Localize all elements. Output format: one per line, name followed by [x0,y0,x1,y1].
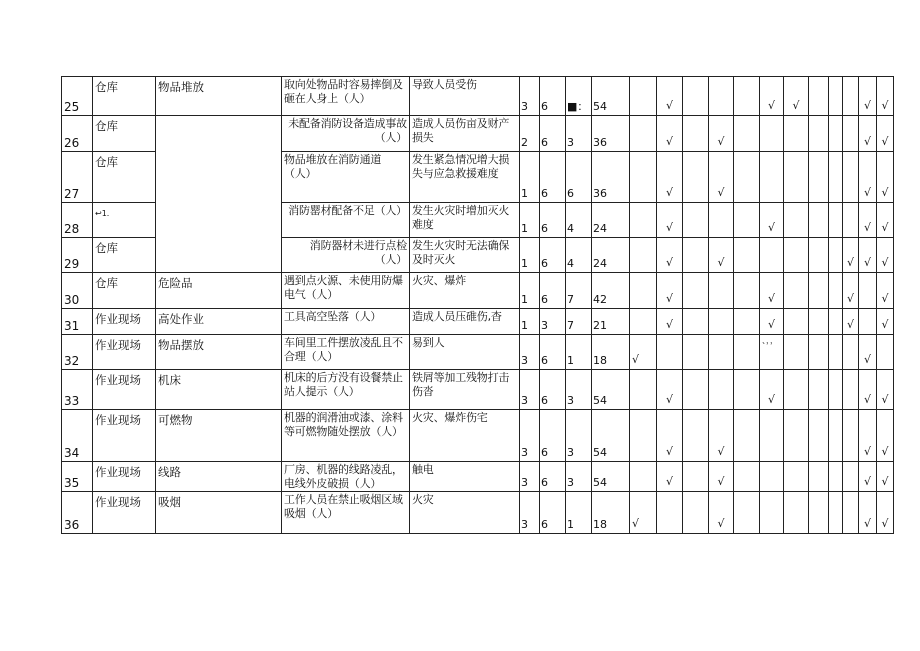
check-cell [829,203,843,238]
score-c-cell: 1 [566,335,592,370]
check-cell [829,492,843,534]
check-cell: √ [760,77,784,116]
row-number: 34 [62,410,93,462]
check-cell [630,273,657,309]
row-number: 33 [62,370,93,410]
check-cell [809,152,829,203]
table-row [62,410,894,462]
check-cell: √ [657,77,683,116]
check-cell [784,152,809,203]
check-cell [784,238,809,273]
check-cell [859,273,877,309]
check-cell [683,238,709,273]
hazard-cell: 遇到点火源、未使用防爆电气（人） [282,273,410,309]
score-d-cell: 36 [592,116,630,152]
score-d-cell: 54 [592,462,630,492]
check-cell [843,335,859,370]
check-cell: √ [877,77,894,116]
check-cell [709,273,734,309]
score-c-cell: 6 [566,152,592,203]
check-cell [784,492,809,534]
consequence-cell: 易到人 [410,335,520,370]
hazard-cell: 取向处物品时容易摔倒及砸在人身上（人） [282,77,410,116]
check-cell: √ [859,335,877,370]
hazard-cell: 未配备消防设备造成事故（人） [282,116,410,152]
check-cell [809,335,829,370]
check-cell [784,203,809,238]
check-cell: √ [657,462,683,492]
score-d-cell: 54 [592,370,630,410]
check-cell: 、，， [760,335,784,370]
location-cell: 作业现场 [93,492,156,534]
check-cell [829,273,843,309]
score-l-cell: 3 [520,370,540,410]
check-cell [843,492,859,534]
score-e-cell: 6 [540,370,566,410]
check-cell [843,203,859,238]
check-cell [843,370,859,410]
location-cell: 仓库 [93,238,156,273]
check-cell: √ [843,273,859,309]
check-cell: √ [843,238,859,273]
location-cell: 仓库 [93,116,156,152]
score-c-cell: 3 [566,116,592,152]
check-cell: √ [630,492,657,534]
check-cell: √ [657,309,683,335]
category-cell: 机床 [156,370,282,410]
consequence-cell: 造成人员伤亩及财产损失 [410,116,520,152]
score-e-cell: 6 [540,492,566,534]
check-cell [630,238,657,273]
check-cell [630,309,657,335]
category-cell: 危险品 [156,273,282,309]
location-cell: 作业现场 [93,370,156,410]
check-cell [683,77,709,116]
row-number: 28 [62,203,93,238]
category-cell: 吸烟 [156,492,282,534]
consequence-cell: 发生紧急情况增大损失与应急救援难度 [410,152,520,203]
check-cell: √ [859,77,877,116]
score-l-cell: 1 [520,152,540,203]
check-cell [709,370,734,410]
check-cell [657,335,683,370]
check-cell [784,370,809,410]
check-cell [683,116,709,152]
check-cell: √ [877,238,894,273]
score-e-cell: 6 [540,152,566,203]
table-row [62,116,894,152]
check-cell [843,116,859,152]
check-cell [683,309,709,335]
consequence-cell: 火灾 [410,492,520,534]
location-cell: 作业现场 [93,335,156,370]
check-cell: √ [709,152,734,203]
score-c-cell: 3 [566,462,592,492]
check-cell [829,335,843,370]
check-cell [734,335,760,370]
score-e-cell: 6 [540,238,566,273]
check-cell: √ [760,273,784,309]
hazard-cell: 厂房、机器的线路凌乱，电线外皮破损（人） [282,462,410,492]
check-cell: √ [784,77,809,116]
score-l-cell: 1 [520,238,540,273]
check-cell: √ [859,410,877,462]
check-cell [734,77,760,116]
check-cell [784,410,809,462]
score-e-cell: 6 [540,462,566,492]
score-c-cell: 1 [566,492,592,534]
score-l-cell: 3 [520,492,540,534]
check-cell [760,152,784,203]
check-cell [843,410,859,462]
check-cell: √ [709,492,734,534]
check-cell: √ [760,370,784,410]
score-c-cell: 7 [566,309,592,335]
check-cell: √ [877,203,894,238]
check-cell: √ [877,309,894,335]
row-number: 30 [62,273,93,309]
location-cell: 仓库 [93,152,156,203]
check-cell [760,238,784,273]
location-cell: ↩1. [93,203,156,238]
check-cell [809,238,829,273]
location-cell: 作业现场 [93,462,156,492]
check-cell [683,152,709,203]
check-cell [683,370,709,410]
check-cell [683,492,709,534]
check-cell: √ [657,152,683,203]
row-number: 36 [62,492,93,534]
hazard-cell: 机床的后方没有设餐禁止站人提示（人） [282,370,410,410]
check-cell: √ [657,410,683,462]
check-cell: √ [859,152,877,203]
check-cell [760,462,784,492]
score-l-cell: 3 [520,410,540,462]
score-e-cell: 6 [540,77,566,116]
hazard-cell: 工具高空坠落（人） [282,309,410,335]
score-l-cell: 1 [520,273,540,309]
category-cell: 物品堆放 [156,77,282,116]
row-number: 29 [62,238,93,273]
table-row [62,273,894,309]
check-cell [683,462,709,492]
check-cell: √ [877,152,894,203]
score-c-cell: ■： [566,77,592,116]
check-cell [809,410,829,462]
check-cell [829,410,843,462]
row-number: 35 [62,462,93,492]
check-cell: √ [760,203,784,238]
category-cell [156,116,282,273]
hazard-cell: 工作人员在禁止吸烟区域吸烟（人） [282,492,410,534]
check-cell [709,309,734,335]
check-cell: √ [657,273,683,309]
check-cell: √ [877,462,894,492]
check-cell: √ [843,309,859,335]
score-c-cell: 3 [566,410,592,462]
hazard-cell: 物品堆放在消防通道（人） [282,152,410,203]
score-c-cell: 7 [566,273,592,309]
score-c-cell: 4 [566,238,592,273]
check-cell [734,462,760,492]
score-d-cell: 54 [592,77,630,116]
score-d-cell: 36 [592,152,630,203]
check-cell: √ [657,238,683,273]
category-cell: 高处作业 [156,309,282,335]
check-cell [877,335,894,370]
table-row [62,335,894,370]
check-cell: √ [709,116,734,152]
check-cell [859,309,877,335]
check-cell [734,370,760,410]
score-d-cell: 18 [592,335,630,370]
check-cell [809,492,829,534]
score-c-cell: 4 [566,203,592,238]
score-e-cell: 3 [540,309,566,335]
check-cell [630,410,657,462]
score-c-cell: 3 [566,370,592,410]
check-cell [734,152,760,203]
score-d-cell: 42 [592,273,630,309]
check-cell [683,203,709,238]
consequence-cell: 发生火灾时增加灭火难度 [410,203,520,238]
check-cell [809,273,829,309]
score-e-cell: 6 [540,116,566,152]
check-cell [630,77,657,116]
category-cell: 物品摆放 [156,335,282,370]
row-number: 32 [62,335,93,370]
check-cell [829,462,843,492]
score-e-cell: 6 [540,410,566,462]
check-cell [734,492,760,534]
check-cell [809,77,829,116]
check-cell [784,116,809,152]
check-cell: √ [877,273,894,309]
check-cell [843,152,859,203]
score-l-cell: 3 [520,335,540,370]
check-cell [760,116,784,152]
score-d-cell: 54 [592,410,630,462]
consequence-cell: 触电 [410,462,520,492]
location-cell: 仓库 [93,77,156,116]
check-cell [734,309,760,335]
hazard-cell: 消防器材未进行点检（人） [282,238,410,273]
check-cell: √ [709,462,734,492]
hazard-cell: 消防罂材配备不足（人） [282,203,410,238]
check-cell [829,370,843,410]
check-cell [784,335,809,370]
check-cell [709,77,734,116]
check-cell [809,116,829,152]
check-cell [829,77,843,116]
score-l-cell: 1 [520,203,540,238]
check-cell [630,462,657,492]
check-cell: √ [760,309,784,335]
check-cell [683,410,709,462]
check-cell [630,203,657,238]
consequence-cell: 火灾、爆炸 [410,273,520,309]
check-cell: √ [877,370,894,410]
score-l-cell: 1 [520,309,540,335]
category-cell: 线路 [156,462,282,492]
check-cell [683,273,709,309]
row-number: 26 [62,116,93,152]
score-d-cell: 24 [592,203,630,238]
check-cell [784,309,809,335]
score-d-cell: 21 [592,309,630,335]
check-cell [734,238,760,273]
check-cell: √ [859,116,877,152]
check-cell: √ [859,492,877,534]
check-cell [829,152,843,203]
risk-table [61,76,894,534]
check-cell [809,462,829,492]
check-cell [734,273,760,309]
consequence-cell: 造成人员压碓伤,杳 [410,309,520,335]
check-cell [809,203,829,238]
score-e-cell: 6 [540,335,566,370]
hazard-cell: 机器的润滑油或漆、涂料等可燃物随处摆放（人） [282,410,410,462]
check-cell: √ [859,462,877,492]
location-cell: 仓库 [93,273,156,309]
hazard-cell: 车间里工件摆放凌乱且不合理（人） [282,335,410,370]
check-cell [734,203,760,238]
check-cell: √ [859,370,877,410]
check-cell [829,116,843,152]
check-cell [630,116,657,152]
check-cell: √ [709,410,734,462]
score-d-cell: 24 [592,238,630,273]
row-number: 31 [62,309,93,335]
check-cell [843,77,859,116]
check-cell [760,410,784,462]
check-cell: √ [877,410,894,462]
location-cell: 作业现场 [93,410,156,462]
table-row [62,77,894,116]
check-cell: √ [859,203,877,238]
check-cell: √ [709,238,734,273]
check-cell: √ [630,335,657,370]
check-cell: √ [877,116,894,152]
score-d-cell: 18 [592,492,630,534]
check-cell: √ [657,203,683,238]
check-cell [809,309,829,335]
check-cell [657,492,683,534]
check-cell: √ [657,116,683,152]
score-e-cell: 6 [540,203,566,238]
check-cell: √ [859,238,877,273]
table-row [62,462,894,492]
check-cell [630,370,657,410]
check-cell [843,462,859,492]
consequence-cell: 火灾、爆炸伤宅 [410,410,520,462]
check-cell: √ [657,370,683,410]
table-row [62,370,894,410]
category-cell: 可燃物 [156,410,282,462]
check-cell [734,116,760,152]
check-cell [734,410,760,462]
table-row [62,492,894,534]
check-cell [760,492,784,534]
check-cell: √ [877,492,894,534]
score-l-cell: 3 [520,462,540,492]
score-e-cell: 6 [540,273,566,309]
score-l-cell: 2 [520,116,540,152]
location-cell: 作业现场 [93,309,156,335]
check-cell [784,462,809,492]
row-number: 27 [62,152,93,203]
check-cell [709,335,734,370]
table-row [62,309,894,335]
consequence-cell: 铁屑等加工残物打击伤沓 [410,370,520,410]
row-number: 25 [62,77,93,116]
consequence-cell: 导致人员受伤 [410,77,520,116]
score-l-cell: 3 [520,77,540,116]
consequence-cell: 发生火灾时无法确保及时灭火 [410,238,520,273]
check-cell [829,238,843,273]
check-cell [683,335,709,370]
check-cell [809,370,829,410]
check-cell [829,309,843,335]
check-cell [630,152,657,203]
check-cell [784,273,809,309]
check-cell [709,203,734,238]
